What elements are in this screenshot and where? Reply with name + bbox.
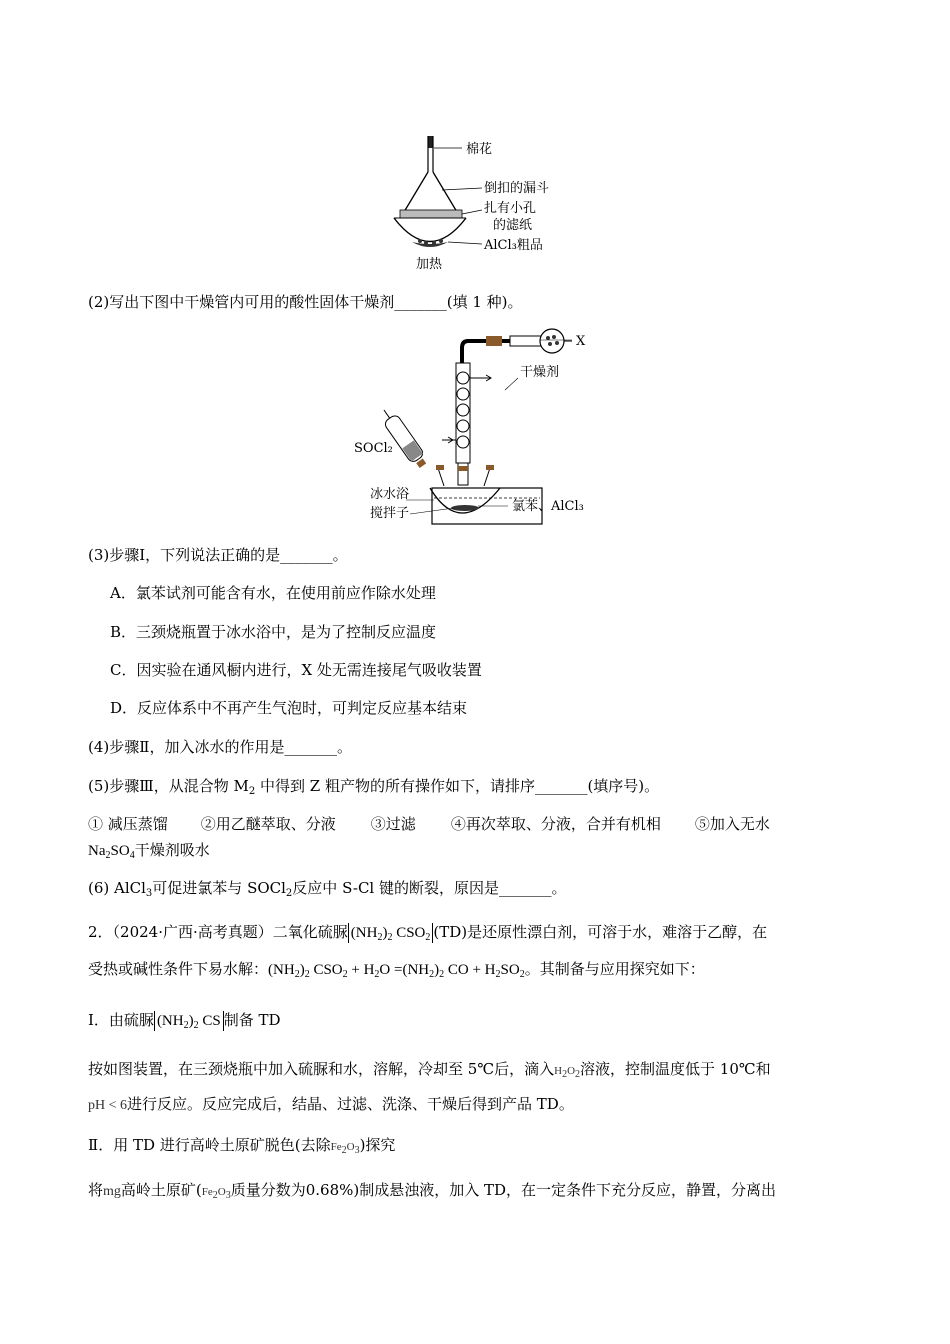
- sublimation-apparatus-figure: [390, 130, 590, 275]
- formula-thiourea: $(NH_2)_2$ CS: [154, 1011, 224, 1031]
- label-cotton: 棉花: [466, 142, 493, 157]
- label-crude-alcl3: AlCl₃粗品: [484, 238, 543, 253]
- op-5: ⑤加入无水: [694, 815, 770, 833]
- question-2: (2)写出下图中干燥管内可用的酸性固体干燥剂_______(填 1 种)。: [88, 293, 523, 311]
- label-pierced: 扎有小孔: [484, 201, 537, 216]
- paragraph-1-line-2: pH < 6进行反应。反应完成后，结晶、过滤、洗涤、干燥后得到产品 TD。: [88, 1095, 574, 1113]
- op-3: ③过滤: [370, 815, 416, 833]
- section-2-heading: Ⅱ．用 TD 进行高岭土原矿脱色(去除$Fe_2O_3$)探究: [88, 1136, 396, 1156]
- label-socl2: SOCl₂: [354, 441, 393, 456]
- label-x: X: [576, 334, 586, 349]
- option-d: D．反应体系中不再产生气泡时，可判定反应基本结束: [110, 699, 468, 717]
- reaction-apparatus-figure: [350, 328, 610, 528]
- question-5: [88, 776, 659, 796]
- op-1: ① 减压蒸馏: [88, 815, 168, 833]
- operations-line: [88, 814, 770, 834]
- q5-sub: 2: [248, 786, 256, 797]
- section-1-heading: Ⅰ．由硫脲 $(NH_2)_2$ CS 制备 TD: [88, 1011, 281, 1031]
- hydrolysis-equation: $(NH_2)_2$ $CSO_2 + H_2O =(NH_2)_2$ CO + $H_2SO_2$: [268, 962, 525, 980]
- problem-2-line-2: 受热或碱性条件下易水解：$(NH_2)_2$ $CSO_2 + H_2O =(NH_2)_2$ CO + $H_2SO_2$。其制备与应用探究如下：: [88, 960, 705, 980]
- label-heat: 加热: [416, 257, 443, 272]
- op-4: ④再次萃取、分液，合并有机相: [450, 815, 661, 833]
- label-filter-paper: 的滤纸: [493, 218, 533, 233]
- label-stir-bar: 搅拌子: [370, 506, 410, 521]
- problem-2-line-1: 2．（2024·广西·高考真题）二氧化硫脲 $(NH_2)_2$ $CSO_2$ (TD)是还原性漂白剂，可溶于水，难溶于乙醇，在: [88, 923, 768, 943]
- op-2: ②用乙醚萃取、分液: [200, 815, 336, 833]
- paragraph-1-line-1: 按如图装置，在三颈烧瓶中加入硫脲和水，溶解，冷却至 5℃后，滴入$H_2O_2$溶液，控制温度低于 10℃和: [88, 1060, 771, 1080]
- label-chlorobenzene-alcl3: 氯苯、AlCl₃: [512, 499, 584, 514]
- option-c: C．因实验在通风橱内进行，X 处无需连接尾气吸收装置: [110, 661, 482, 679]
- q5-post: 中得到 Z 粗产物的所有操作如下，请排序_______(填序号)。: [255, 777, 660, 795]
- option-b: B．三颈烧瓶置于冰水浴中，是为了控制反应温度: [110, 623, 437, 641]
- q5-pre: (5)步骤Ⅲ，从混合物 M: [88, 777, 249, 795]
- label-inverted-funnel: 倒扣的漏斗: [484, 181, 550, 196]
- paragraph-2-line-1: 将mg高岭土原矿($Fe_2O_3$质量分数为0.68%)制成悬浊液，加入 TD，在一定条件下充分反应，静置，分离出: [88, 1181, 777, 1201]
- operations-line-2: $Na_2SO_4$干燥剂吸水: [88, 841, 210, 861]
- question-4: (4)步骤Ⅱ，加入冰水的作用是_______。: [88, 738, 352, 756]
- question-3: (3)步骤Ⅰ，下列说法正确的是_______。: [88, 546, 348, 564]
- option-a: A．氯苯试剂可能含有水，在使用前应作除水处理: [110, 584, 436, 602]
- label-desiccant: 干燥剂: [520, 365, 560, 380]
- formula-td: $(NH_2)_2$ $CSO_2$: [348, 923, 434, 943]
- question-6: (6) AlCl$_3$可促进氯苯与 SOCl$_2$反应中 S-Cl 键的断裂，原因是_______。: [88, 879, 567, 899]
- label-ice-bath: 冰水浴: [370, 487, 410, 502]
- op-5-cont: 干燥剂吸水: [134, 841, 210, 859]
